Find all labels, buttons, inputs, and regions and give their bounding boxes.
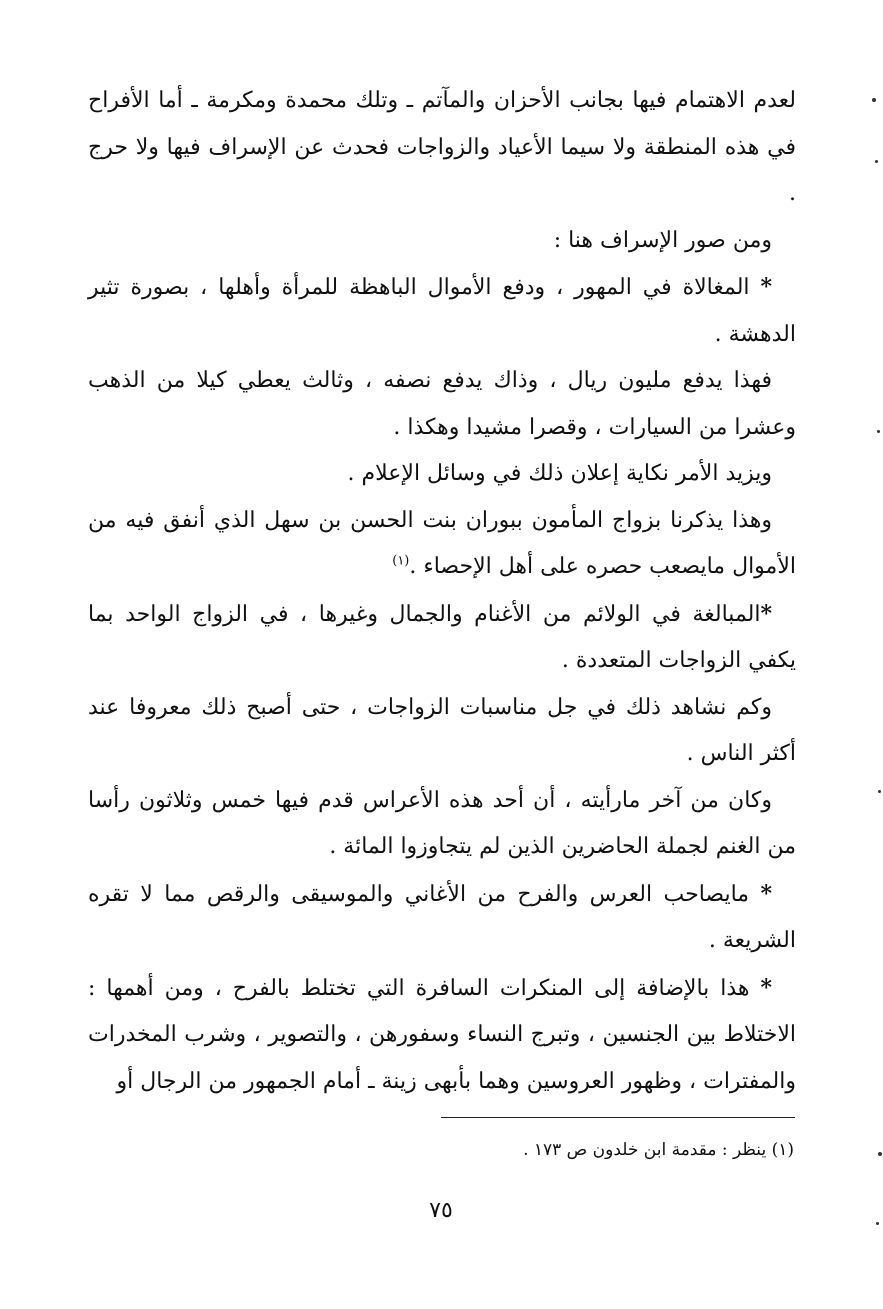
paragraph: ومن صور الإسراف هنا : <box>553 227 772 253</box>
page-number: ٧٥ <box>429 1198 453 1223</box>
scan-speck <box>878 1152 882 1156</box>
bullet-asterisk: * <box>760 274 772 300</box>
paragraph: * هذا بالإضافة إلى المنكرات السافرة التي تختلط بالفرح ، ومن أهمها : الاختلاط بين الجنسين ، وتبرج النساء وسفورهن ، والتصوير ، وشرب المخدرات والمفترات ، وظهور العروسين وهما بأبهى زينة ـ أمام الجمهور من الرجال أو <box>88 974 796 1094</box>
footnote-separator <box>441 1117 795 1118</box>
scan-speck <box>877 430 880 433</box>
scan-speck <box>872 98 876 102</box>
paragraph: وكان من آخر مارأيته ، أن أحد هذه الأعراس قدم فيها خمس وثلاثون رأسا من الغنم لجملة الحاضرين الذين لم يتجاوزوا المائة . <box>88 787 796 859</box>
body-text <box>88 78 796 1105</box>
bullet-asterisk: * <box>760 880 772 907</box>
paragraph: فهذا يدفع مليون ريال ، وذاك يدفع نصفه ، وثالث يعطي كيلا من الذهب وعشرا من السيارات ، وقصرا مشيدا وهكذا . <box>88 368 796 440</box>
paragraph: ويزيد الأمر نكاية إعلان ذلك في وسائل الإعلام . <box>347 461 772 486</box>
scan-speck <box>876 1222 879 1225</box>
scan-speck <box>875 160 878 163</box>
paragraph: وكم نشاهد ذلك في جل مناسبات الزواجات ، حتى أصبح ذلك معروفا عند أكثر الناس . <box>88 694 796 766</box>
paragraph: * المغالاة في المهور ، ودفع الأموال الباهظة للمرأة وأهلها ، بصورة تثير الدهشة . <box>88 274 796 347</box>
bullet-asterisk: * <box>760 600 772 627</box>
footnote: (١) ينظر : مقدمة ابن خلدون ص ١٧٣ . <box>523 1140 794 1160</box>
footnote-reference: (١) <box>392 553 410 569</box>
scan-speck <box>878 790 881 793</box>
paragraph: * مايصاحب العرس والفرح من الأغاني والموسيقى والرقص مما لا تقره الشريعة . <box>88 880 796 953</box>
paragraph: *المبالغة في الولائم من الأغنام والجمال وغيرها ، في الزواج الواحد بما يكفي الزواجات المتعددة . <box>88 600 796 673</box>
bullet-asterisk: * <box>760 974 772 1001</box>
paragraph: لعدم الاهتمام فيها بجانب الأحزان والمآتم ـ وتلك محمدة ومكرمة ـ أما الأفراح في هذه المنطقة ولا سيما الأعياد والزواجات فحدث عن الإسراف فيها ولا حرج . <box>88 88 796 206</box>
paragraph: وهذا يذكرنا بزواج المأمون ببوران بنت الحسن بن سهل الذي أنفق فيه من الأموال مايصعب حصره على أهل الإحصاء .$^{(١)}$ <box>88 507 796 579</box>
